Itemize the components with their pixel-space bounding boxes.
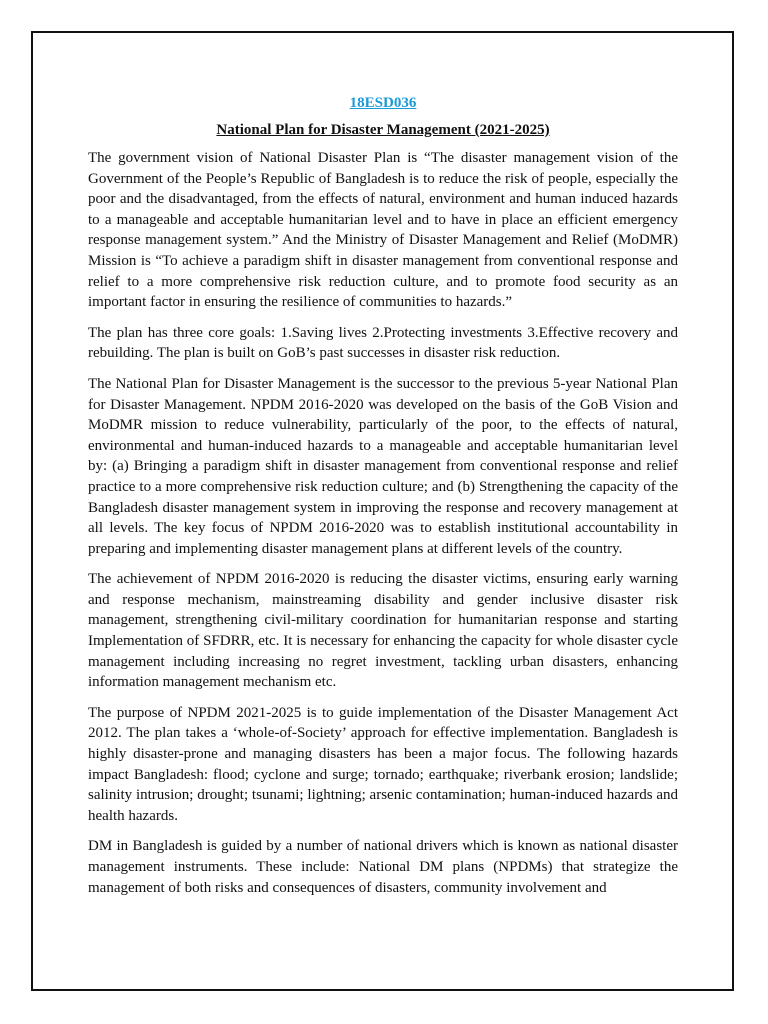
- paragraph-achievements: The achievement of NPDM 2016-2020 is reducing the disaster victims, ensuring early warning and response mechanism, mainstreaming disability and gender inclusive disaster risk management, strengthening civil-military coordination for humanitarian response and starting Implementation of SFDRR, etc. It is necessary for enhancing the capacity for whole disaster cycle management including increasing no regret investment, tackling urban disasters, enhancing information management mechanism etc.: [88, 571, 678, 691]
- paragraph-core-goals: The plan has three core goals: 1.Saving lives 2.Protecting investments 3.Effective recovery and rebuilding. The plan is built on GoB’s past successes in disaster risk reduction.: [88, 324, 678, 362]
- paragraph-successor-plan: The National Plan for Disaster Management is the successor to the previous 5-year National Plan for Disaster Management. NPDM 2016-2020 was developed on the basis of the GoB Vision and MoDMR mission to reduce vulnerability, particularly of the poor, to the effects of natural, environmental and human-induced hazards to a manageable and acceptable humanitarian level by: (a) Bringing a paradigm shift in disaster management from conventional response and relief practice to a more comprehensive risk reduction culture; and (b) Strengthening the capacity of the Bangladesh disaster management system in improving the response and recovery management at all levels. The key focus of NPDM 2016-2020 was to establish institutional accountability in preparing and implementing disaster management plans at different levels of the country.: [88, 375, 678, 557]
- document-body: [88, 94, 678, 908]
- paragraph-purpose: The purpose of NPDM 2021-2025 is to guide implementation of the Disaster Management Act 2012. The plan takes a ‘whole-of-Society’ approach for effective implementation. Bangladesh is highly disaster-prone and managing disasters has been a major focus. The following hazards impact Bangladesh: flood; cyclone and surge; tornado; earthquake; riverbank erosion; landslide; salinity intrusion; drought; tsunami; lightning; arsenic contamination; human-induced hazards and health hazards.: [88, 704, 678, 824]
- paragraph-vision-mission: The government vision of National Disaster Plan is “The disaster management vision of the Government of the People’s Republic of Bangladesh is to reduce the risk of people, especially the poor and the disadvantaged, from the effects of natural, environment and human induced hazards to a manageable and acceptable humanitarian level and to have in place an efficient emergency response management system.” And the Ministry of Disaster Management and Relief (MoDMR) Mission is “To achieve a paradigm shift in disaster management from conventional response and relief to a more comprehensive risk reduction culture, and to promote food security as an important factor in ensuring the resilience of communities to hazards.”: [88, 150, 678, 311]
- document-title: National Plan for Disaster Management (2021-2025): [216, 122, 550, 138]
- paragraph-national-drivers: DM in Bangladesh is guided by a number of national drivers which is known as national disaster management instruments. These include: National DM plans (NPDMs) that strategize the management of both risks and consequences of disasters, community involvement and: [88, 838, 678, 896]
- document-id-link[interactable]: 18ESD036: [349, 95, 417, 111]
